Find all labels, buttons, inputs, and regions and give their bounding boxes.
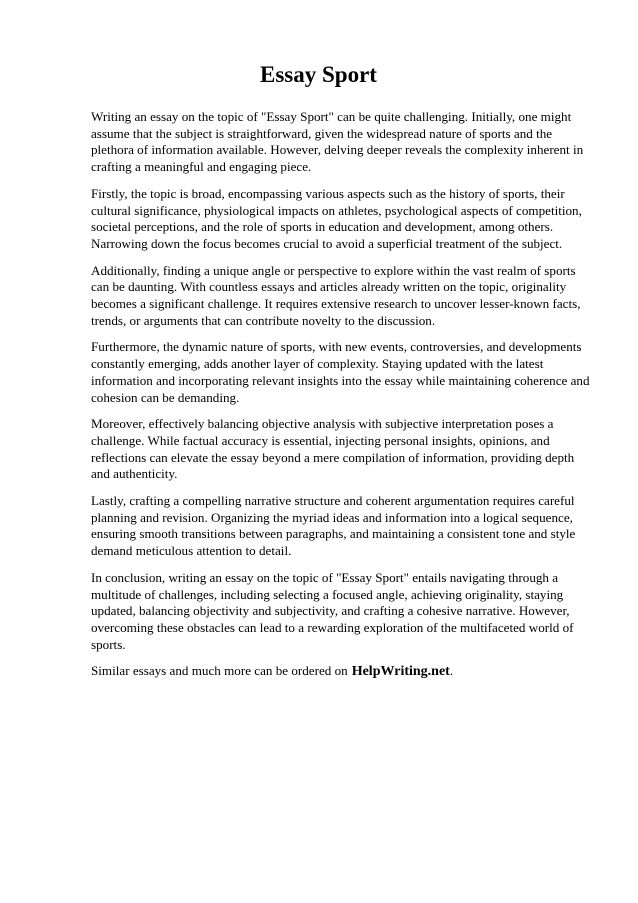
paragraph-firstly: Firstly, the topic is broad, encompassing various aspects such as the history of sports, their cultural significance, physiological impacts on athletes, psychological aspects of competition, societal perceptions, and the role of sports in education and development, among others. Narrowing down the focus becomes crucial to avoid a superficial treatment of the subject. bbox=[91, 185, 582, 251]
closing-line bbox=[91, 663, 592, 681]
paragraph-intro: Writing an essay on the topic of "Essay Sport" can be quite challenging. Initially, one might assume that the subject is straightforward, given the widespread nature of sports and the plethora of information available. However, delving deeper reveals the complexity inherent in crafting a meaningful and engaging piece. bbox=[91, 109, 584, 175]
closing-text: Similar essays and much more can be ordered on bbox=[91, 663, 348, 679]
paragraph-additionally: Additionally, finding a unique angle or perspective to explore within the vast realm of sports can be daunting. With countless essays and articles already written on the topic, originality becomes a significant challenge. It requires extensive research to uncover lesser-known facts, trends, or arguments that can contribute novelty to the discussion. bbox=[91, 262, 581, 328]
paragraph-moreover: Moreover, effectively balancing objective analysis with subjective interpretation poses a challenge. While factual accuracy is essential, injecting personal insights, opinions, and reflections can elevate the essay beyond a mere compilation of information, providing depth and authenticity. bbox=[91, 416, 575, 482]
paragraph-conclusion: In conclusion, writing an essay on the topic of "Essay Sport" entails navigating through a multitude of challenges, including selecting a focused angle, achieving originality, staying updated, balancing objectivity and subjectivity, and crafting a cohesive narrative. However, overcoming these obstacles can lead to a rewarding exploration of the multifaceted world of sports. bbox=[91, 569, 574, 652]
paragraph-lastly: Lastly, crafting a compelling narrative structure and coherent argumentation requires careful planning and revision. Organizing the myriad ideas and information into a logical sequence, ensuring smooth transitions between paragraphs, and maintaining a consistent tone and style demand meticulous attention to detail. bbox=[91, 493, 576, 559]
closing-period: . bbox=[449, 663, 454, 679]
paragraph-furthermore: Furthermore, the dynamic nature of sports, with new events, controversies, and developments constantly emerging, adds another layer of complexity. Staying updated with the latest information and incorporating relevant insights into the essay while maintaining coherence and cohesion can be demanding. bbox=[91, 339, 590, 405]
document-title: Essay Sport bbox=[260, 62, 377, 87]
helpwriting-link[interactable]: HelpWriting.net bbox=[351, 664, 450, 680]
